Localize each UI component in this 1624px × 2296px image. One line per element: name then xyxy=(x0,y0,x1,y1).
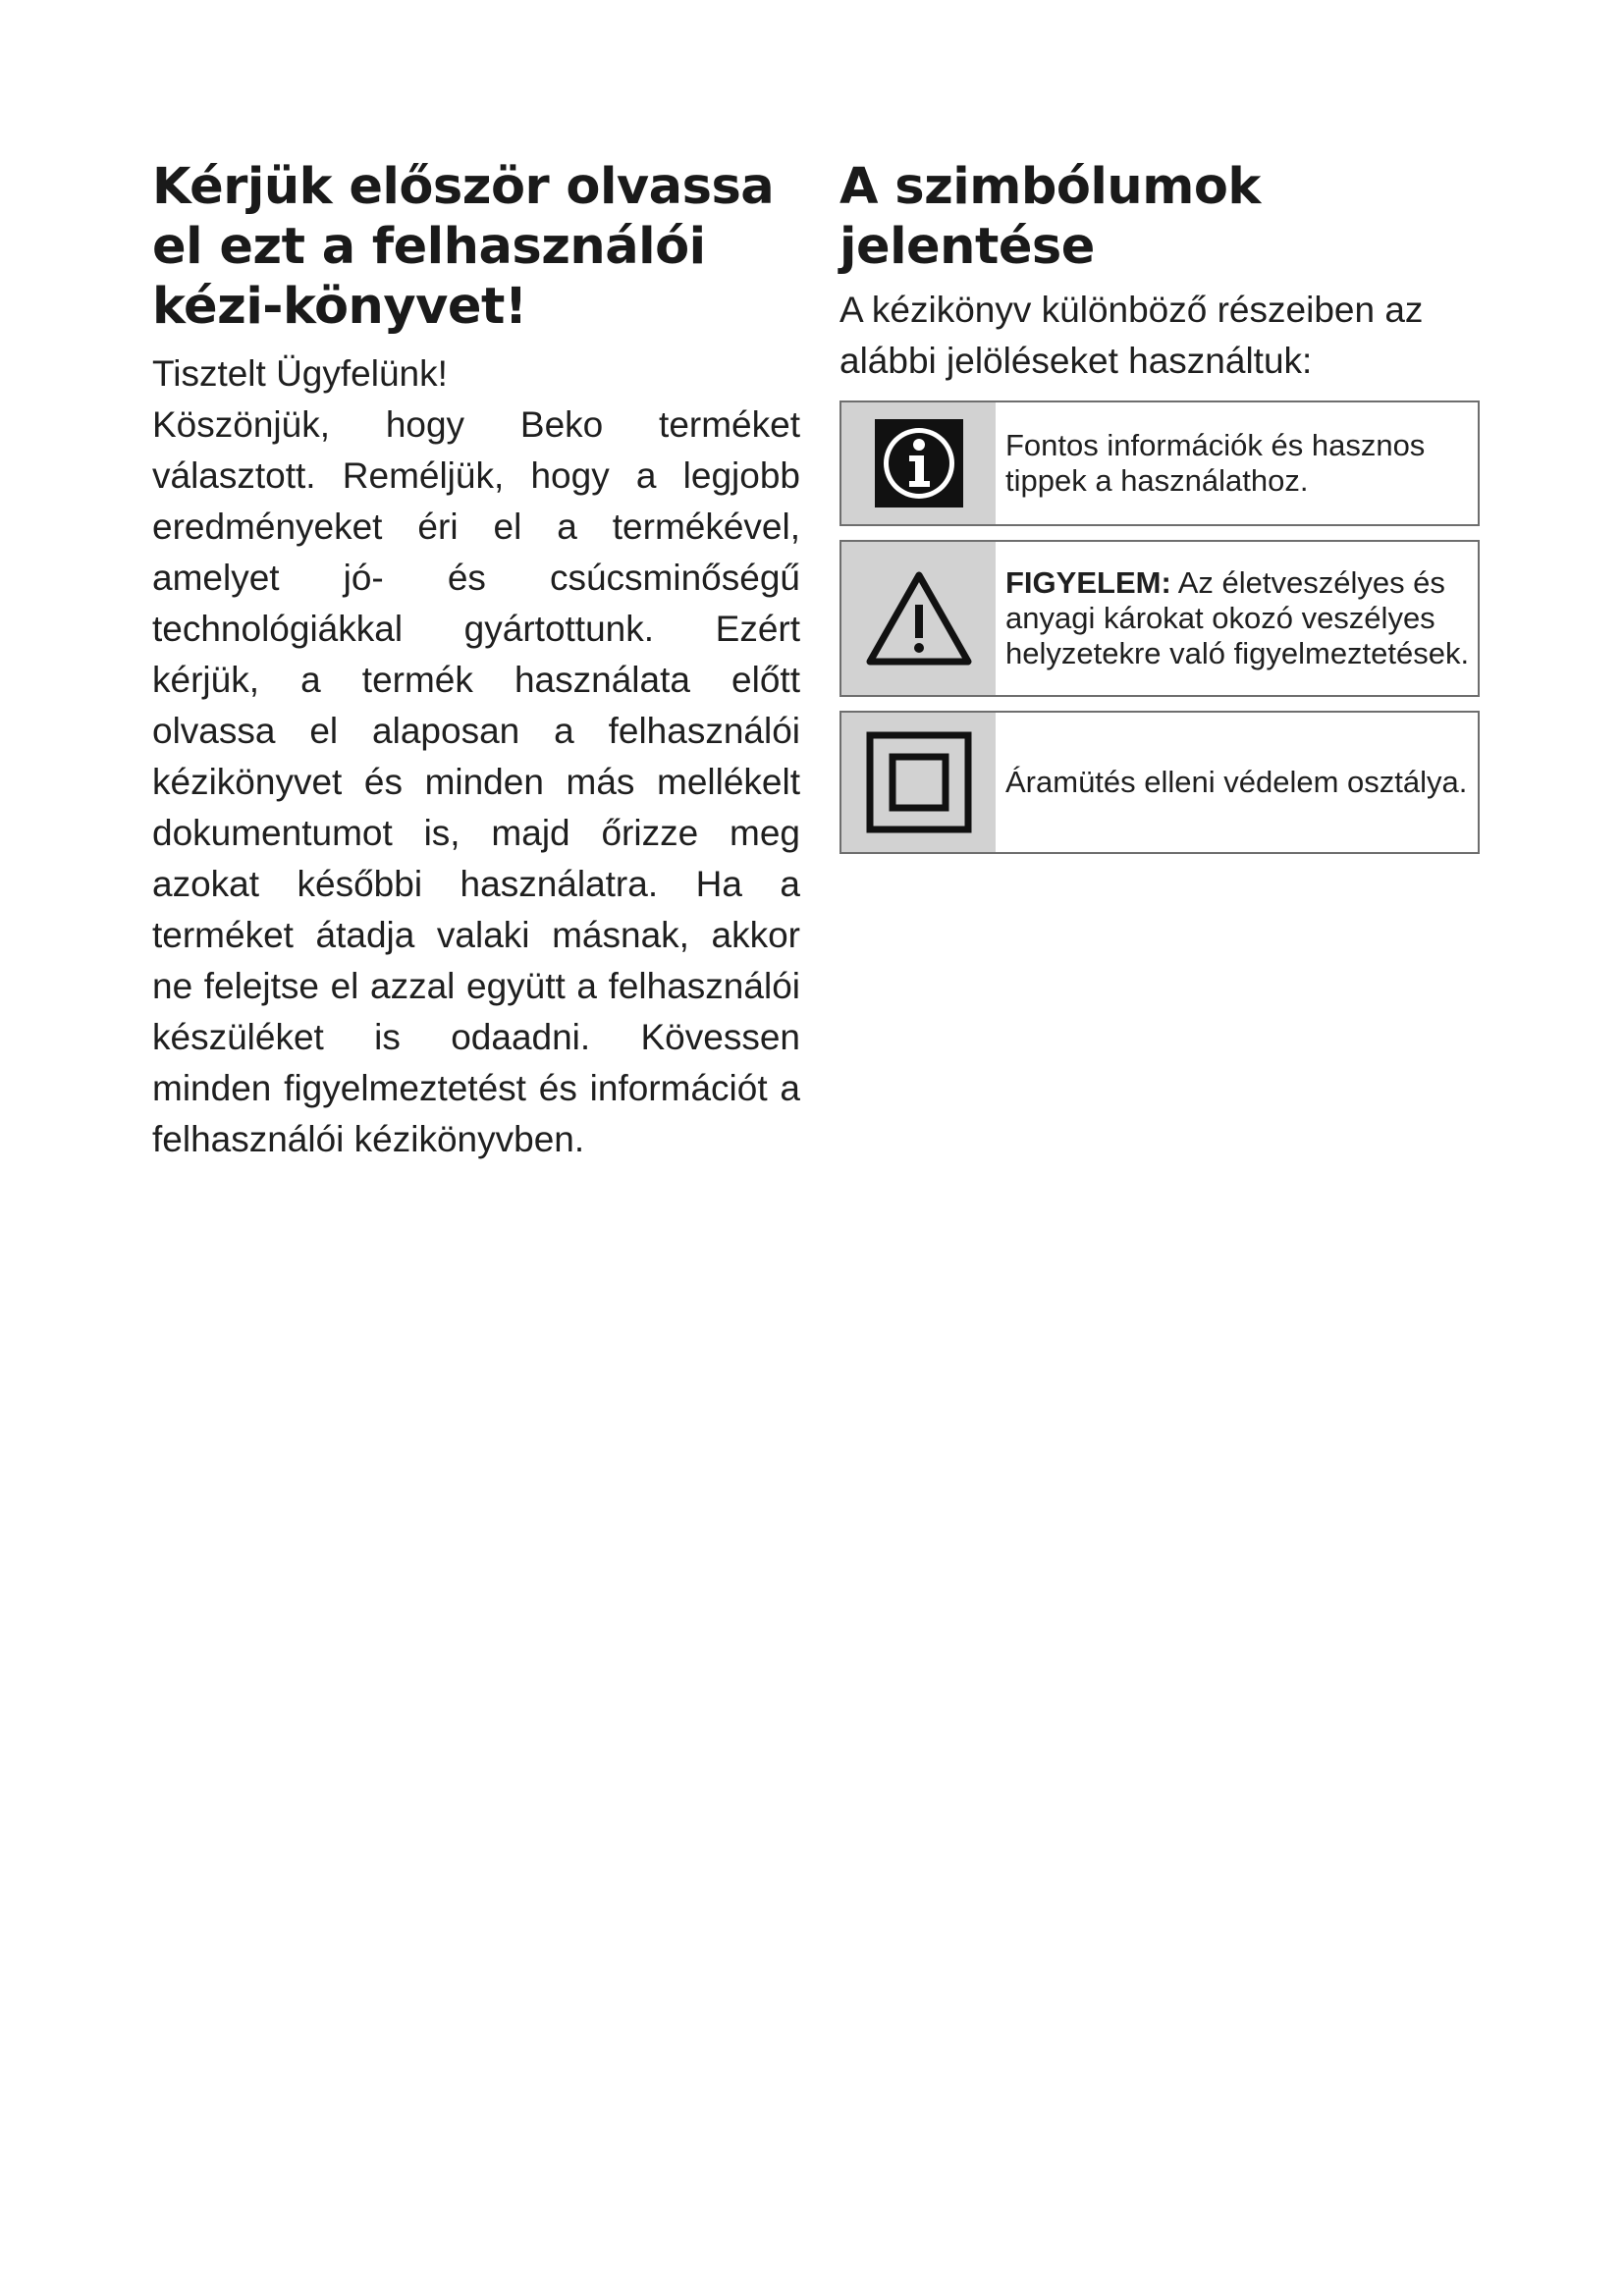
left-column xyxy=(152,157,800,1165)
symbol-class-text: Áramütés elleni védelem osztálya. xyxy=(1005,765,1468,799)
symbol-row-warning xyxy=(839,540,1480,697)
symbol-row-class xyxy=(839,711,1480,854)
warning-label: FIGYELEM: xyxy=(1005,565,1171,600)
symbols-heading: A szimbólumok jelentése xyxy=(839,158,1261,276)
double-insulation-icon xyxy=(866,731,972,833)
right-column xyxy=(839,157,1488,868)
warning-triangle-icon xyxy=(864,569,974,667)
symbols-intro: A kézikönyv különböző részeiben az alábbi jelöléseket használtuk: xyxy=(839,290,1424,381)
warning-description: Az életveszélyes és anyagi károkat okozó veszélyes helyzetekre való figyelmeztetések. xyxy=(1005,565,1470,670)
symbol-icon-cell xyxy=(841,402,996,524)
symbol-info-text: Fontos információk és hasznos tippek a használathoz. xyxy=(1005,428,1426,498)
page-title: Kérjük először olvassa el ezt a felhasználói kézi-könyvet! xyxy=(152,158,775,336)
symbols-table xyxy=(839,400,1480,854)
symbol-icon-cell xyxy=(841,713,996,852)
intro-paragraph: Köszönjük, hogy Beko terméket választott. Reméljük, hogy a legjobb eredményeket éri el a termékével, amelyet jó- és csúcsminőségű technológiákkal gyártottunk. Ezért kérjük, a termék használata előtt olvassa el alaposan a felhasználói kézikönyvet és minden más mellékelt dokumentumot is, majd őrizze meg azokat későbbi használatra. Ha a terméket átadja valaki másnak, akkor ne felejtse el azzal együtt a felhasználói készüléket is odaadni. Kövessen minden figyelmeztetést és információt a felhasználói kézikönyvben. xyxy=(152,404,800,1159)
greeting: Tisztelt Ügyfelünk! xyxy=(152,353,448,394)
symbol-row-info xyxy=(839,400,1480,526)
symbol-icon-cell xyxy=(841,542,996,695)
symbol-warning-text xyxy=(996,542,1478,695)
info-icon xyxy=(875,419,963,507)
